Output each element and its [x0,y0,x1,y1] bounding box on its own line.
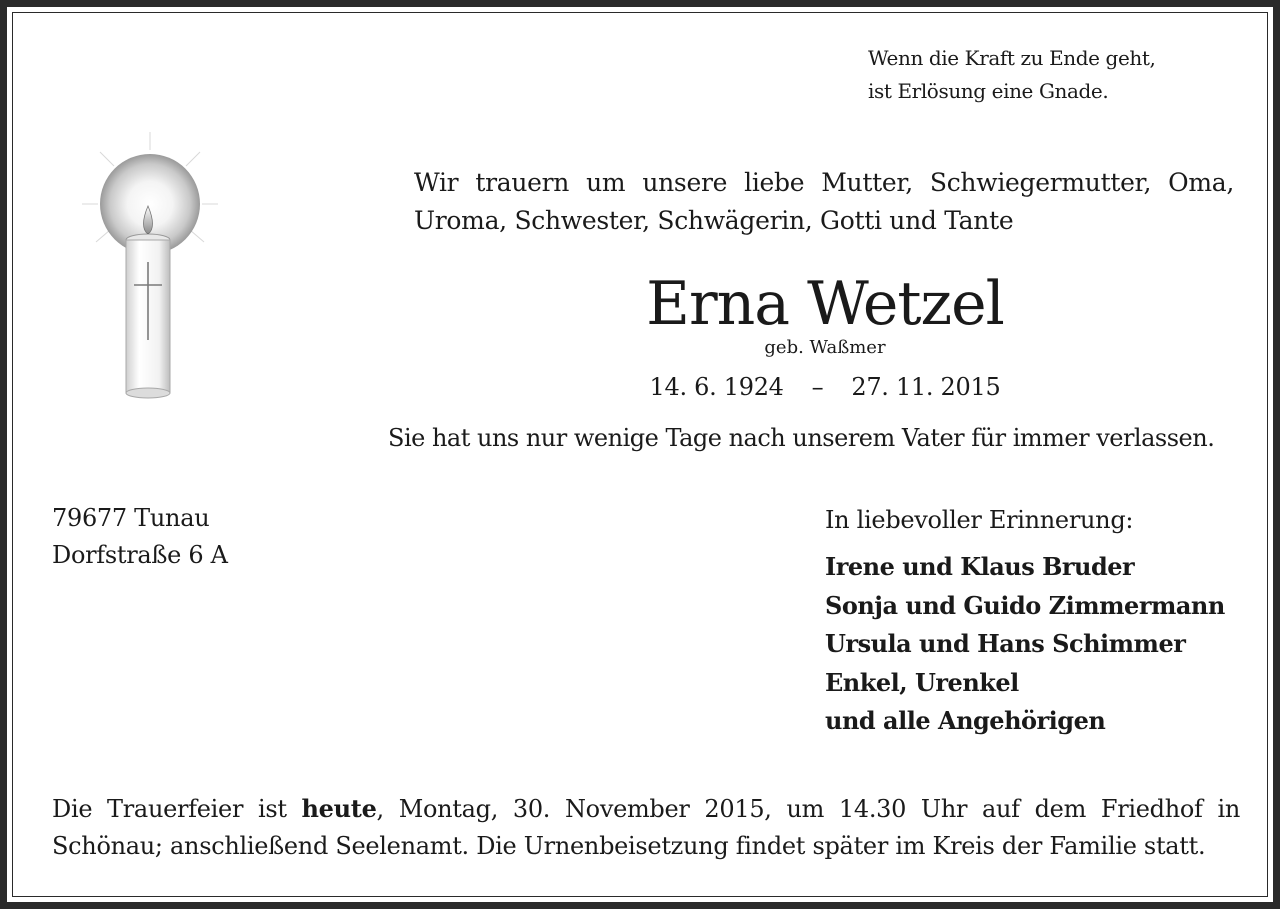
funeral-text-rest: , Montag, 30. November 2015, um 14.30 Uhr auf dem Friedhof in [376,795,1240,823]
birth-date: 14. 6. 1924 [649,373,784,401]
funeral-line-2: Schönau; anschließend Seelenamt. Die Urnenbeisetzung findet später im Kreis der Familie statt. [52,832,1206,860]
motto-line-1: Wenn die Kraft zu Ende geht, [868,46,1156,70]
date-dash: – [811,373,824,401]
deceased-name: Erna Wetzel [646,269,1004,339]
death-date: 27. 11. 2015 [851,373,1001,401]
memory-heading: In liebevoller Erinnerung: [825,506,1134,534]
funeral-emphasis: heute [301,794,377,823]
mourner-item: Irene und Klaus Bruder [825,552,1135,581]
mourner-item: Ursula und Hans Schimmer [825,629,1186,658]
motto-line-2: ist Erlösung eine Gnade. [868,79,1109,103]
mourner-item: Enkel, Urenkel [825,667,1019,697]
intro-text [414,164,1234,240]
funeral-text-start: Die Trauerfeier ist [52,795,302,823]
mourner-item: Sonja und Guido Zimmermann [825,590,1225,620]
intro-line-2: Uroma, Schwester, Schwägerin, Gotti und Tante [414,206,1014,235]
life-dates [560,369,1090,405]
funeral-line-1 [52,790,1240,828]
farewell-note: Sie hat uns nur wenige Tage nach unserem Vater für immer verlassen. [388,424,1215,452]
funeral-notice [52,790,1240,865]
address-block [52,500,228,574]
intro-line-1: Wir trauern um unsere liebe Mutter, Schwiegermutter, Oma, [414,168,1234,197]
maiden-name: geb. Waßmer [764,337,886,358]
motto [868,42,1155,108]
candle-with-cross-icon [80,130,220,400]
address-line-2: Dorfstraße 6 A [52,541,228,569]
mourner-item: und alle Angehörigen [825,706,1106,735]
address-line-1: 79677 Tunau [52,504,210,532]
mourners-list [825,548,1225,741]
